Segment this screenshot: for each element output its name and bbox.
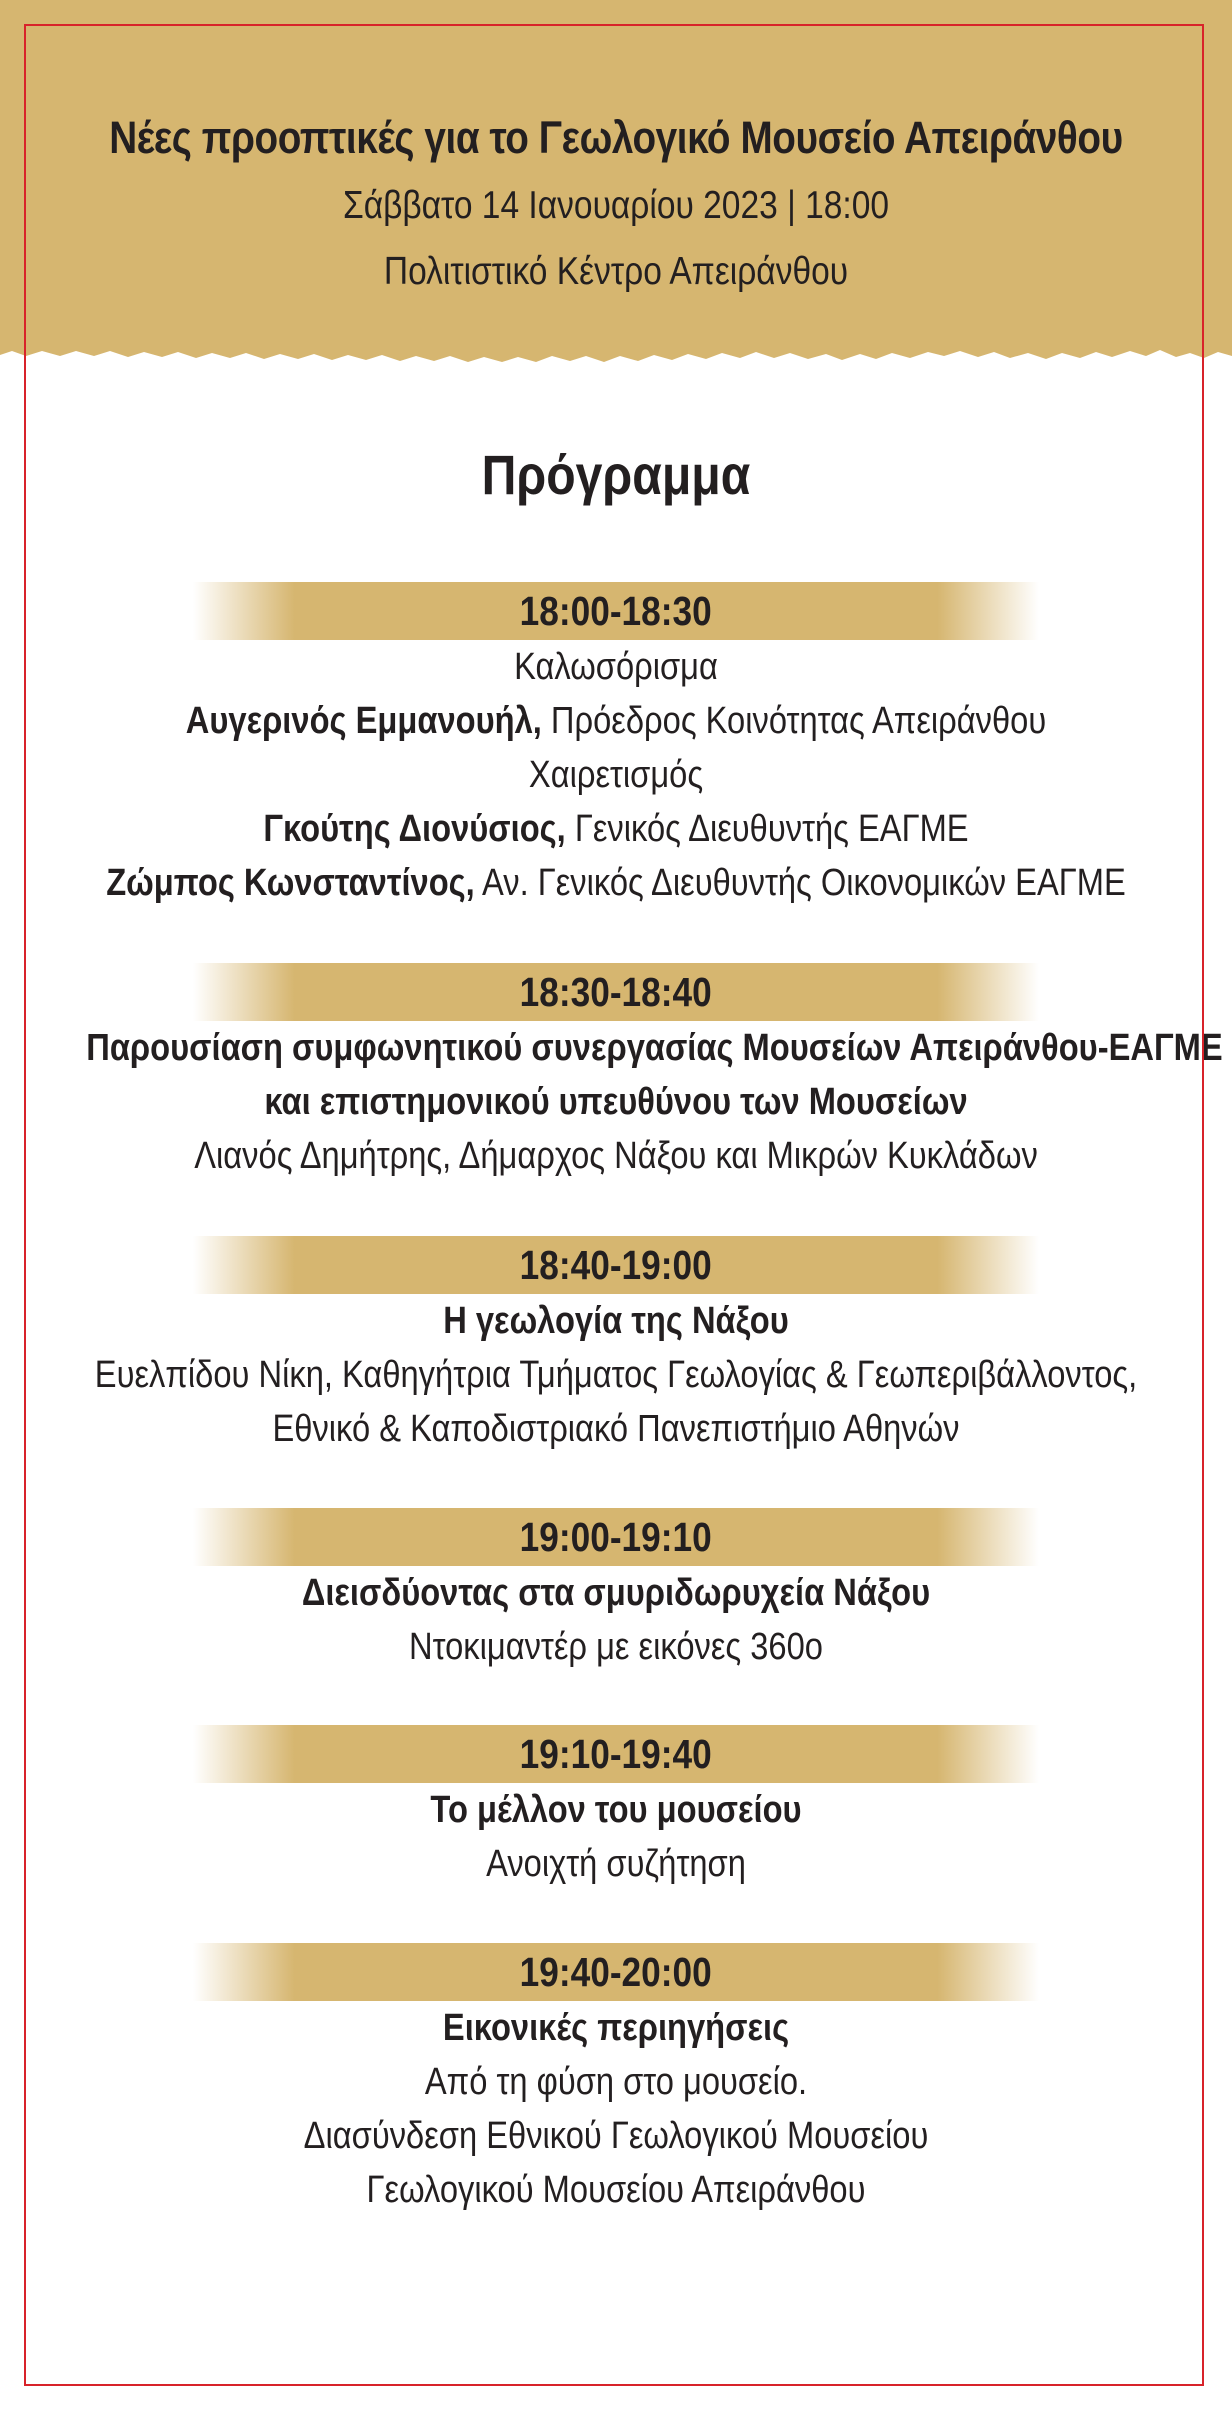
line-text: Γενικός Διευθυντής ΕΑΓΜΕ <box>565 808 969 850</box>
session-line <box>86 640 1146 694</box>
line-text: Αν. Γενικός Διευθυντής Οικονομικών ΕΑΓΜΕ <box>474 862 1126 904</box>
time-bar <box>193 1236 1039 1294</box>
session-line <box>86 1566 1146 1620</box>
session-title: Διεισδύοντας στα σμυριδωρυχεία Νάξου <box>301 1572 931 1614</box>
session-line <box>86 1837 1146 1891</box>
session-line <box>86 802 1146 856</box>
session-title: και επιστημονικού υπευθύνου των Μουσείων <box>264 1081 968 1123</box>
session-line <box>86 2001 1146 2055</box>
session-line <box>86 694 1146 748</box>
speaker-name: Αυγερινός Εμμανουήλ, <box>185 700 542 742</box>
session-line <box>86 1402 1146 1456</box>
time-bar <box>193 1508 1039 1566</box>
program-session <box>0 1236 1232 1456</box>
line-text: Εθνικό & Καποδιστριακό Πανεπιστήμιο Αθηνών <box>272 1408 960 1450</box>
session-title: Παρουσίαση συμφωνητικού συνεργασίας Μουσείων Απειράνθου-ΕΑΓΜΕ <box>86 1027 1223 1069</box>
line-text: Ευελπίδου Νίκη, Καθηγήτρια Τμήματος Γεωλογίας & Γεωπεριβάλλοντος, <box>94 1354 1138 1396</box>
session-time: 19:00-19:10 <box>519 1514 713 1560</box>
session-line <box>86 1783 1146 1837</box>
time-bar <box>193 1943 1039 2001</box>
program-session <box>0 1725 1232 1891</box>
line-text: Γεωλογικού Μουσείου Απειράνθου <box>366 2169 866 2211</box>
line-text: Χαιρετισμός <box>528 754 704 796</box>
time-bar <box>193 582 1039 640</box>
program-heading: Πρόγραμμα <box>481 443 751 506</box>
session-line <box>86 1348 1146 1402</box>
session-line <box>86 1021 1223 1075</box>
speaker-name: Ζώμπος Κωνσταντίνος, <box>106 862 475 904</box>
event-title: Νέες προοπτικές για το Γεωλογικό Μουσείο Απειράνθου <box>109 112 1123 163</box>
header-banner <box>0 0 1232 370</box>
session-line <box>86 1129 1146 1183</box>
session-time: 18:30-18:40 <box>519 969 713 1015</box>
session-time: 18:00-18:30 <box>519 588 713 634</box>
session-line <box>86 856 1146 910</box>
session-title: Εικονικές περιηγήσεις <box>442 2007 790 2049</box>
program-session <box>0 1508 1232 1674</box>
session-line <box>86 1294 1146 1348</box>
line-text: Πρόεδρος Κοινότητας Απειράνθου <box>541 700 1047 742</box>
line-text: Ανοιχτή συζήτηση <box>486 1843 746 1885</box>
line-text: Από τη φύση στο μουσείο. <box>424 2061 808 2103</box>
time-bar <box>193 963 1039 1021</box>
line-text: Καλωσόρισμα <box>514 646 718 688</box>
time-bar <box>193 1725 1039 1783</box>
session-line <box>86 2163 1146 2217</box>
line-text: Διασύνδεση Εθνικού Γεωλογικού Μουσείου <box>303 2115 929 2157</box>
event-venue: Πολιτιστικό Κέντρο Απειράνθου <box>383 250 849 293</box>
session-time: 19:10-19:40 <box>519 1731 713 1777</box>
session-line <box>86 748 1146 802</box>
line-text: Ντοκιμαντέρ με εικόνες 360ο <box>409 1626 823 1668</box>
program-session <box>0 1943 1232 2217</box>
program-session <box>0 582 1232 910</box>
session-line <box>86 1075 1146 1129</box>
speaker-name: Γκούτης Διονύσιος, <box>263 808 566 850</box>
session-time: 18:40-19:00 <box>519 1242 713 1288</box>
event-date-time: Σάββατο 14 Ιανουαρίου 2023 | 18:00 <box>342 184 890 227</box>
session-line <box>86 2055 1146 2109</box>
session-line <box>86 1620 1146 1674</box>
session-title: Το μέλλον του μουσείου <box>430 1789 802 1831</box>
session-title: Η γεωλογία της Νάξου <box>443 1300 789 1342</box>
session-time: 19:40-20:00 <box>519 1949 713 1995</box>
session-line <box>86 2109 1146 2163</box>
line-text: Λιανός Δημήτρης, Δήμαρχος Νάξου και Μικρών Κυκλάδων <box>194 1135 1038 1177</box>
program-session <box>0 963 1232 1183</box>
